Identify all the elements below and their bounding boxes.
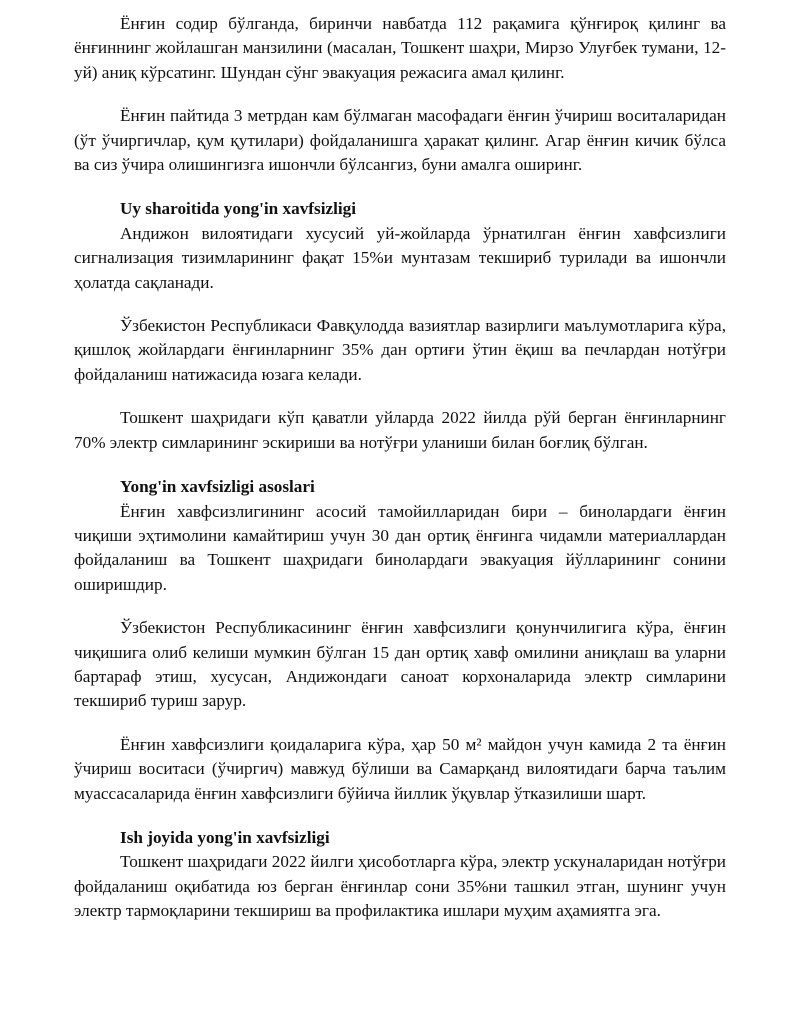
section-fire-safety-basics [74,475,726,806]
section-paragraph: Ўзбекистон Республикаси Фавқулодда вазиятлар вазирлиги маълумотларига кўра, қишлоқ жойлардаги ёнғинларнинг 35% дан ортиғи ўтин ёқиш ва печлардан нотўғри фойдаланиш натижасида юзага келади. [74,316,726,384]
section-paragraph: Тошкент шаҳридаги 2022 йилги ҳисоботларга кўра, электр ускуналаридан нотўғри фойдаланиш оқибатида юз берган ёнғинлар сони 35%ни ташкил этган, шунинг учун электр тармоқларини текшириш ва профилактика ишлари муҳим аҳамиятга эга. [74,852,726,921]
section-paragraph: Тошкент шаҳридаги кўп қаватли уйларда 2022 йилда рўй берган ёнғинларнинг 70% электр симларининг эскириши ва нотўғри уланиши билан боғлиқ бўлган. [74,408,726,452]
section-heading: Yong'in xavfsizligi asoslari [120,477,315,497]
section-paragraph: Ўзбекистон Республикасининг ёнғин хавфсизлиги қонунчилигига кўра, ёнғин чиқишига олиб келиши мумкин бўлган 15 дан ортиқ хавф омилини аниқлаш ва уларни бартараф этиш, хусусан, Андижондаги саноат корхоналарида электр симларини текшириб туриш зарур. [74,618,726,711]
section-spacer [74,455,726,475]
section-paragraph: Ёнғин хавфсизлиги қоидаларига кўра, ҳар 50 м² майдон учун камида 2 та ёнғин ўчириш воситаси (ўчиргич) мавжуд бўлиши ва Самарқанд вилоятидаги барча таълим муассасаларида ёнғин хавфсизлиги бўйича йиллик ўқувлар ўтказилиши шарт. [74,734,726,803]
section-heading: Ish joyida yong'in xavfsizligi [120,827,330,847]
section-heading: Uy sharoitida yong'in xavfsizligi [120,199,357,219]
section-spacer [74,177,726,197]
section-spacer [74,806,726,826]
section-home-fire-safety [74,197,726,455]
intro-paragraph-2: Ёнғин пайтида 3 метрдан кам бўлмаган масофадаги ёнғин ўчириш воситаларидан (ўт ўчиргичлар, қум қутилари) фойдаланишга ҳаракат қилинг. Агар ёнғин кичик бўлса ва сиз ўчира олишингизга ишончли бўлсангиз, буни амалга оширинг. [74,106,726,175]
section-paragraph: Ёнғин хавфсизлигининг асосий тамойилларидан бири – бинолардаги ёнғин чиқиши эҳтимолини камайтириш учун 30 дан ортиқ ёнғинга чидамли материаллардан фойдаланиш ва Тошкент шаҳридаги бинолардаги эвакуация йўлларининг сонини оширишдир. [74,501,726,594]
section-paragraph: Андижон вилоятидаги хусусий уй-жойларда ўрнатилган ёнғин хавфсизлиги сигнализация тизимларининг фақат 15%и мунтазам текшириб турилади ва ишончли ҳолатда сақланади. [74,223,726,292]
section-workplace-fire-safety [74,826,726,924]
intro-paragraph-1: Ёнғин содир бўлганда, биринчи навбатда 112 рақамига қўнғироқ қилинг ва ёнғиннинг жойлашган манзилини (масалан, Тошкент шаҳри, Мирзо Улуғбек тумани, 12-уй) аниқ кўрсатинг. Шундан сўнг эвакуация режасига амал қилинг. [74,14,726,82]
